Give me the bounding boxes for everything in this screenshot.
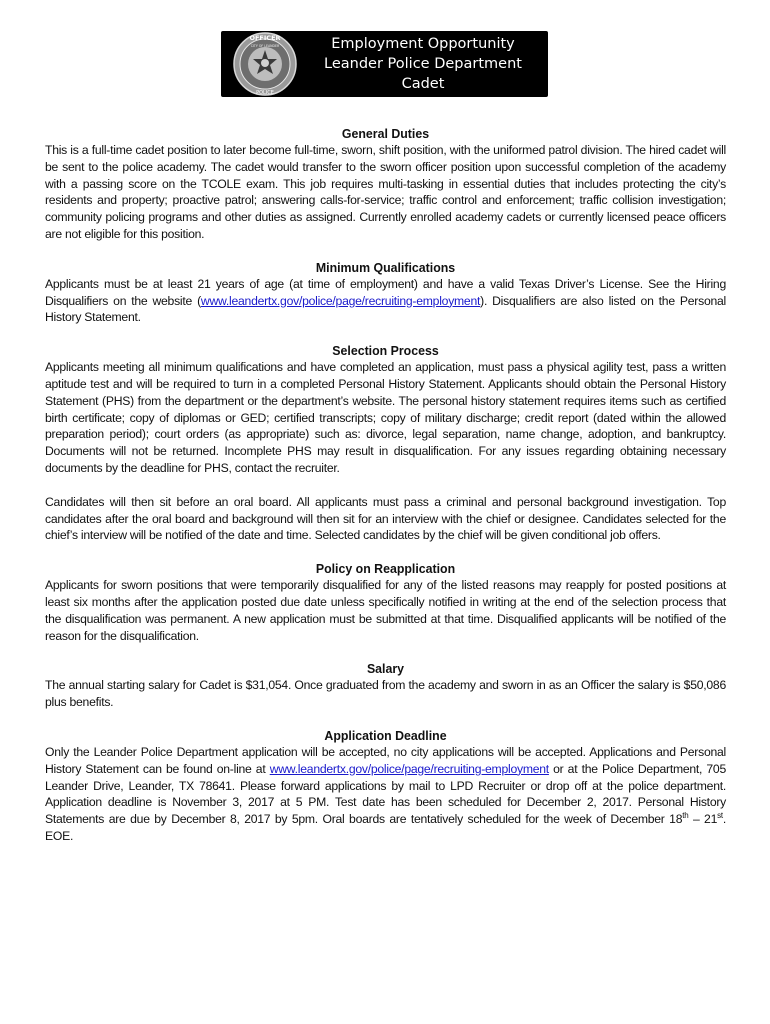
banner-line-3: Cadet — [401, 76, 445, 92]
application-deadline-text: Only the Leander Police Department application will be accepted, no city applications will be accepted. Applications and Personal History Statement can be found on-line at www.leandertx.gov/police/page/recruiting-employment or at the Police Department, 705 Leander Drive, Leander, TX 78641. Please forward applications by mail to LPD Recruiter or drop off at the police department. Application deadline is November 3, 2017 at 5 PM. Test date has been scheduled for December 2, 2017. Personal History Statements are due by December 8, 2017 by 5pm. Oral boards are tentatively scheduled for the week of December 18th – 21st. EOE. — [45, 744, 726, 843]
badge-top-text: OFFICER — [249, 34, 281, 42]
selection-process-text-2: Candidates will then sit before an oral board. All applicants must pass a criminal and personal background investigation. Top candidates after the oral board and background will then sit for an interview with the chief or designee. Candidates selected for the chief’s interview will be notified of the date and time. Selected candidates by the chief will be given conditional job offers. — [45, 494, 726, 543]
selection-process-text-1: Applicants meeting all minimum qualifications and have completed an application, must pass a physical agility test, pass a written aptitude test and will be required to turn in a completed Personal History Statement. Applicants should obtain the Personal History Statement (PHS) from the department or the department’s website. The personal history statement requires items such as certified birth certificate; copy of diplomas or GED; certified transcripts; copy of military discharge; credit report (dated within the allowed preparation period); court orders (as appropriate) such as: divorce, legal separation, name change, adoption, and bankruptcy. Documents will not be returned. Incomplete PHS may result in disqualification. For any issues regarding obtaining necessary documents by the deadline for PHS, contact the recruiter. — [45, 360, 726, 475]
heading-policy-reapplication: Policy on Reapplication — [315, 561, 456, 577]
policy-reapplication-text: Applicants for sworn positions that were temporarily disqualified for any of the listed reasons may reapply for posted positions at least six months after the application posted due date unless specifically notified in writing at the end of the selection process that the disqualification was permanent. A new application must be submitted at that time. Disqualified applicants will be notified of the reason for the disqualification. — [45, 578, 726, 643]
heading-general-duties: General Duties — [341, 126, 430, 141]
header-banner — [221, 31, 548, 97]
banner-title — [313, 34, 533, 94]
general-duties-text: This is a full-time cadet position to later become full-time, sworn, shift position, with the uniformed patrol division. The hired cadet will be sent to the police academy. The cadet would transfer to the sworn officer position upon successful completion of the academy with a passing score on the TCOLE exam. This job requires multi-tasking in essential duties that includes protecting the city’s residents and property; proactive patrol; answering calls-for-service; traffic control and enforcement; traffic collision investigation; community policing programs and other duties as assigned. Currently enrolled academy cadets or currently licensed peace officers are not eligible for this position. — [45, 143, 726, 241]
application-link[interactable]: www.leandertx.gov/police/page/recruiting-employment — [269, 761, 549, 776]
recruiting-link[interactable]: www.leandertx.gov/police/page/recruiting-employment — [200, 293, 481, 308]
minimum-qualifications-text: Applicants must be at least 21 years of age (at time of employment) and have a valid Texas Driver’s License. See the Hiring Disqualifiers on the website (www.leandertx.gov/police/page/recruiting-employment). Disqualifiers are also listed on the Personal History Statement. — [45, 276, 726, 325]
heading-application-deadline: Application Deadline — [324, 727, 447, 743]
banner-line-2: Leander Police Department — [324, 56, 522, 72]
heading-selection-process: Selection Process — [332, 343, 439, 359]
heading-minimum-qualifications: Minimum Qualifications — [315, 259, 456, 275]
document-body — [45, 125, 726, 845]
police-badge-icon — [229, 31, 315, 97]
badge-bottom-text: POLICE — [256, 90, 274, 96]
heading-salary: Salary — [366, 661, 405, 677]
banner-line-1: Employment Opportunity — [331, 36, 515, 52]
salary-text: The annual starting salary for Cadet is $31,054. Once graduated from the academy and sworn in as an Officer the salary is $50,086 plus benefits. — [45, 678, 726, 710]
badge-ring-text: CITY OF LEANDER — [250, 44, 280, 48]
